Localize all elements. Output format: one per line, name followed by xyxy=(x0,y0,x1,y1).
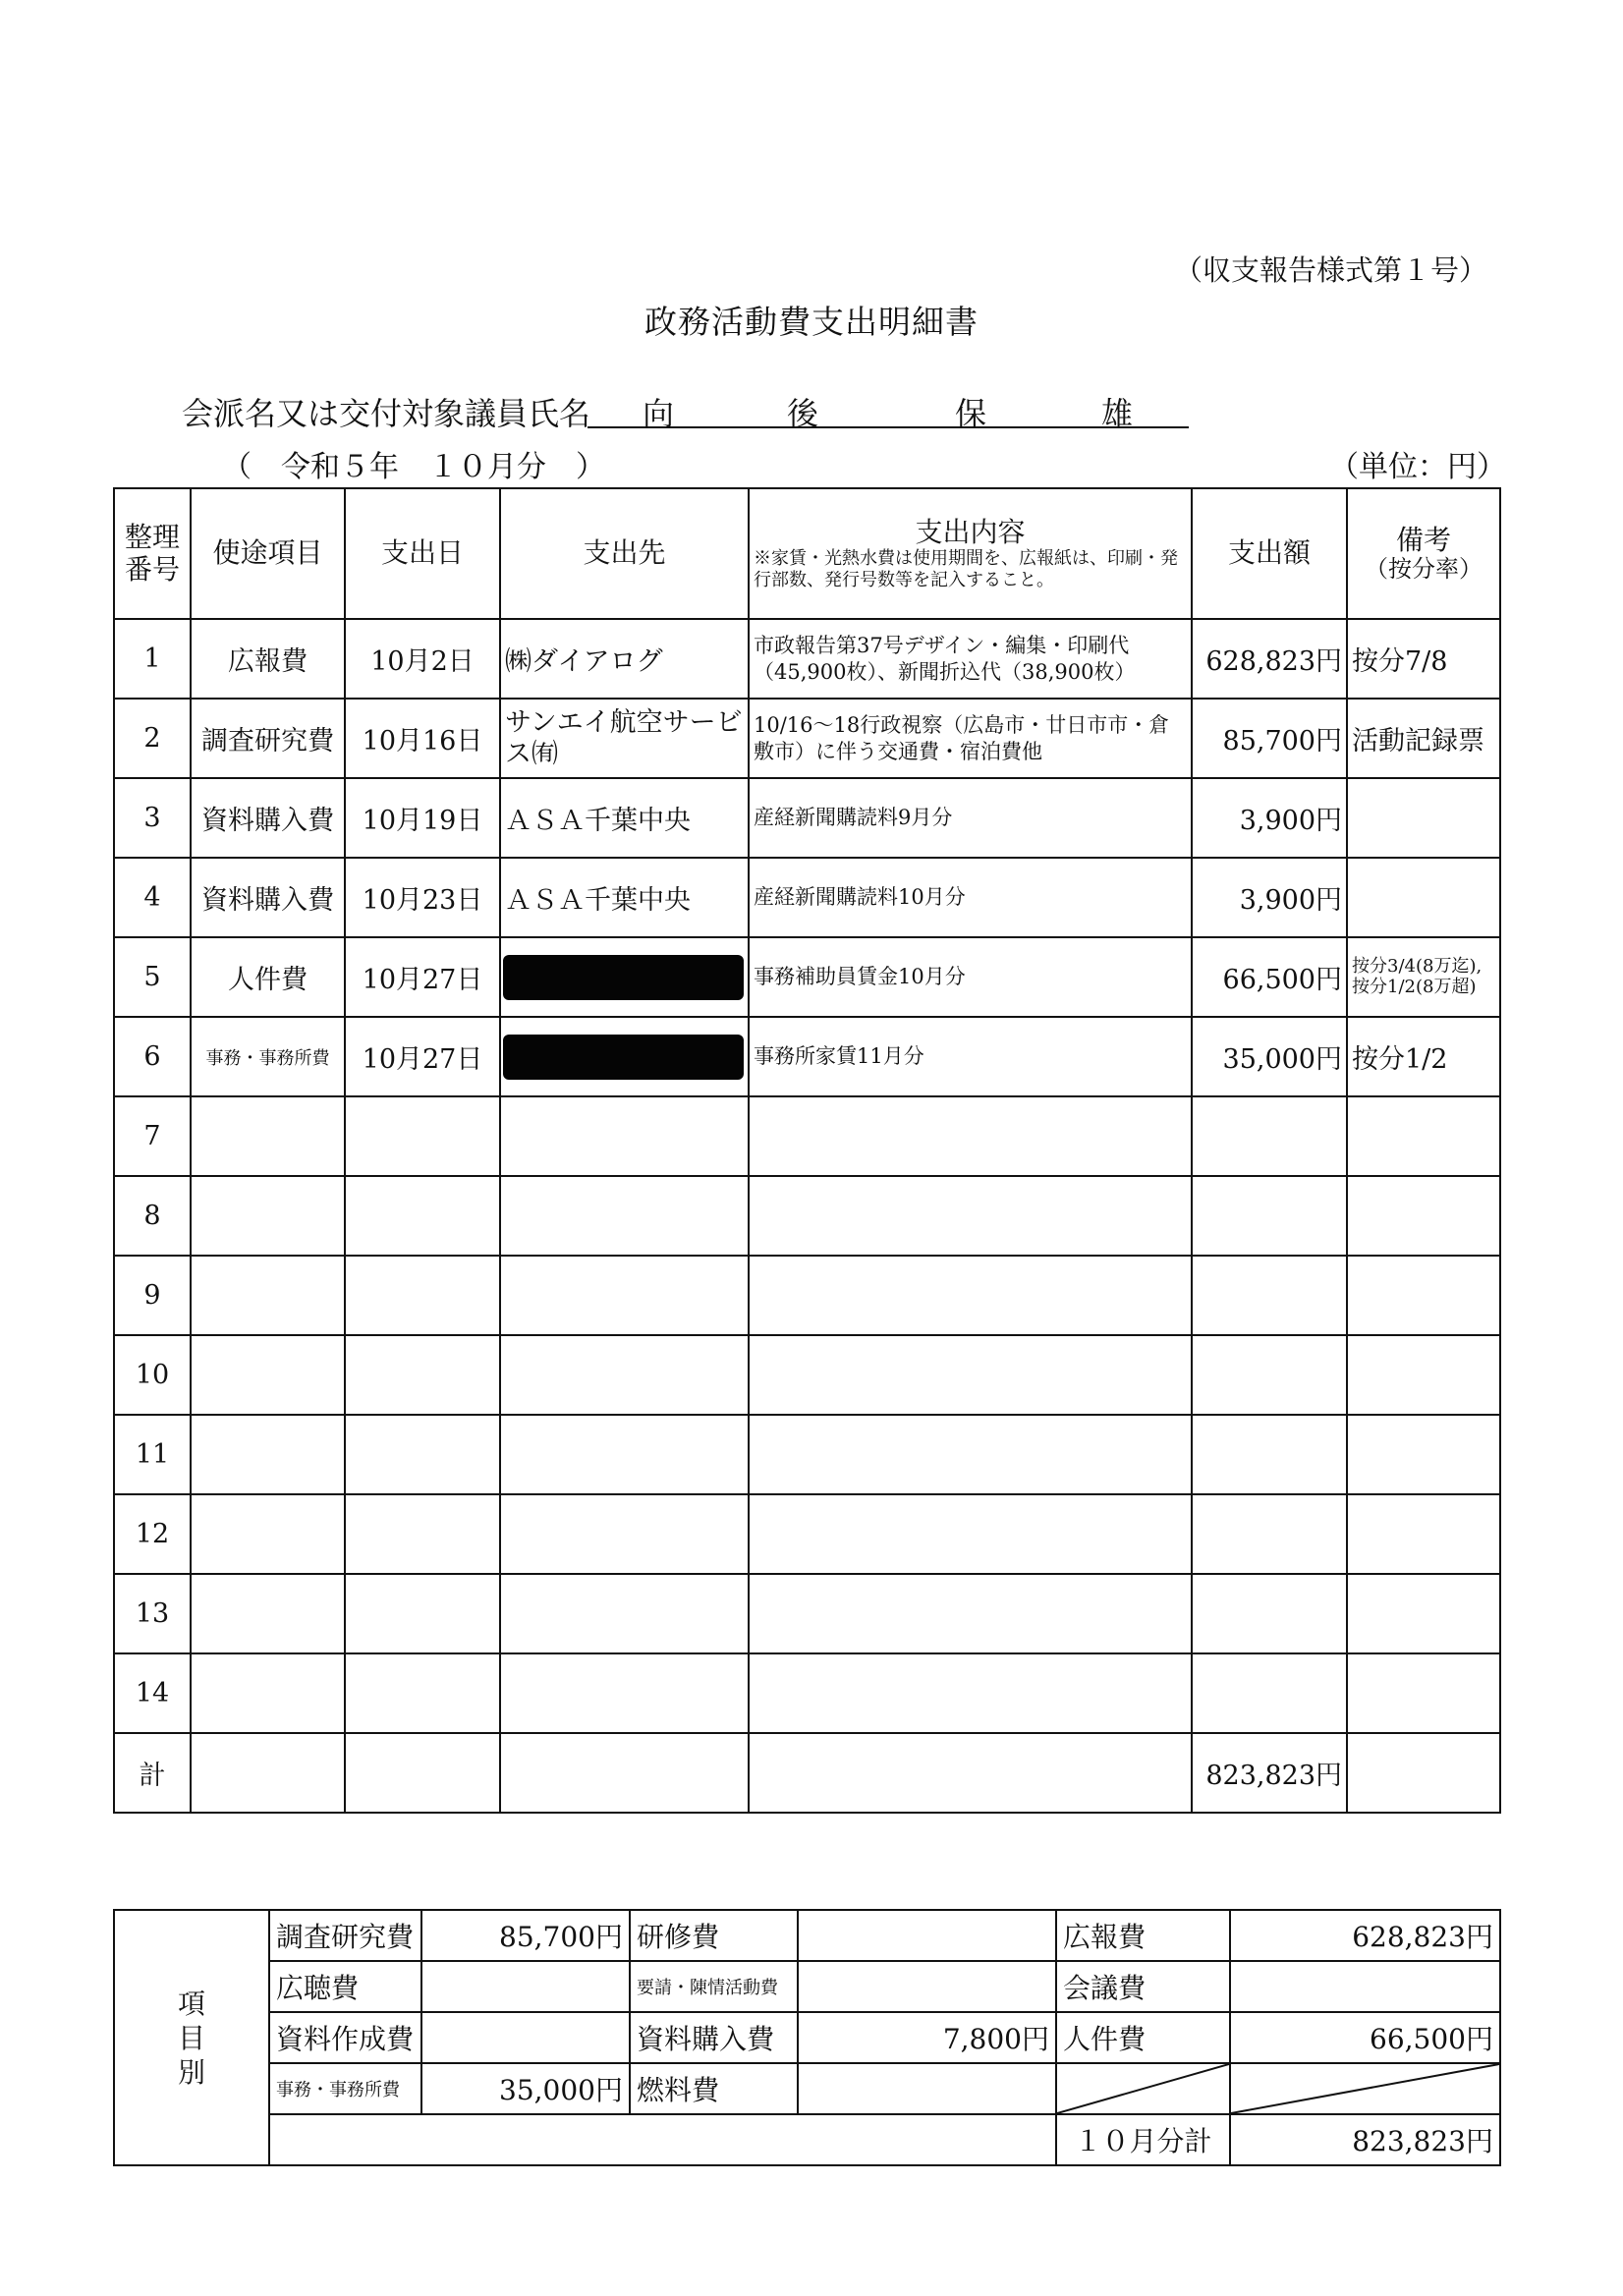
total-item xyxy=(191,1733,345,1813)
row-amount xyxy=(1192,1335,1347,1415)
summary-office-label: 事務・事務所費 xyxy=(269,2063,421,2114)
row-content xyxy=(749,1653,1192,1733)
summary-empty xyxy=(269,2114,1056,2165)
table-row xyxy=(114,699,1500,778)
row-amount: 3,900円 xyxy=(1192,858,1347,937)
summary-training-value xyxy=(798,1910,1056,1961)
summary-docs-make-value xyxy=(421,2012,630,2063)
row-no: 3 xyxy=(114,778,191,858)
document-title: 政務活動費支出明細書 xyxy=(644,303,979,341)
row-date xyxy=(345,1494,500,1574)
table-row xyxy=(114,1653,1500,1733)
table-header-row xyxy=(114,488,1500,619)
summary-row xyxy=(114,2114,1500,2165)
row-item xyxy=(191,1574,345,1653)
table-row xyxy=(114,858,1500,937)
row-no: 9 xyxy=(114,1256,191,1335)
total-remark xyxy=(1347,1733,1500,1813)
row-payee xyxy=(500,1494,749,1574)
summary-petition-label: 要請・陳情活動費 xyxy=(630,1961,798,2012)
expense-table xyxy=(113,487,1501,1814)
row-payee: ㈱ダイアログ xyxy=(500,619,749,699)
summary-side-label xyxy=(114,1910,269,2165)
summary-research-label: 調査研究費 xyxy=(269,1910,421,1961)
row-content xyxy=(749,1256,1192,1335)
header-remark-sub: （按分率） xyxy=(1365,554,1483,583)
row-remark xyxy=(1347,1096,1500,1176)
summary-petition-value xyxy=(798,1961,1056,2012)
row-item: 広報費 xyxy=(191,619,345,699)
row-date xyxy=(345,1176,500,1256)
summary-research-value: 85,700円 xyxy=(421,1910,630,1961)
row-amount: 35,000円 xyxy=(1192,1017,1347,1096)
row-item: 人件費 xyxy=(191,937,345,1017)
row-remark: 按分1/2 xyxy=(1347,1017,1500,1096)
row-date xyxy=(345,1335,500,1415)
row-item xyxy=(191,1176,345,1256)
total-amount: 823,823円 xyxy=(1192,1733,1347,1813)
summary-training-label: 研修費 xyxy=(630,1910,798,1961)
row-date xyxy=(345,1574,500,1653)
summary-hearing-label: 広聴費 xyxy=(269,1961,421,2012)
row-amount xyxy=(1192,1256,1347,1335)
header-content-note: ※家賃・光熱水費は使用期間を、広報紙は、印刷・発行部数、発行号数等を記入すること。 xyxy=(754,548,1178,590)
row-remark xyxy=(1347,1335,1500,1415)
row-no: 10 xyxy=(114,1335,191,1415)
row-content xyxy=(749,1494,1192,1574)
row-remark xyxy=(1347,1176,1500,1256)
row-item: 資料購入費 xyxy=(191,778,345,858)
summary-personnel-value: 66,500円 xyxy=(1230,2012,1500,2063)
table-row xyxy=(114,1335,1500,1415)
row-date xyxy=(345,1256,500,1335)
row-content: 産経新聞購読料9月分 xyxy=(749,778,1192,858)
header-payee: 支出先 xyxy=(500,488,749,619)
row-payee: ＡＳＡ千葉中央 xyxy=(500,778,749,858)
summary-office-value: 35,000円 xyxy=(421,2063,630,2114)
table-row xyxy=(114,1096,1500,1176)
row-payee-redacted xyxy=(500,937,749,1017)
row-item xyxy=(191,1096,345,1176)
summary-blank-diagonal xyxy=(1230,2063,1500,2114)
row-no: 1 xyxy=(114,619,191,699)
row-payee xyxy=(500,1415,749,1494)
row-amount: 3,900円 xyxy=(1192,778,1347,858)
unit-label: （単位：円） xyxy=(1329,450,1506,484)
member-name-char: 保 xyxy=(955,395,987,432)
row-content xyxy=(749,1415,1192,1494)
row-item xyxy=(191,1335,345,1415)
row-remark xyxy=(1347,778,1500,858)
row-item xyxy=(191,1653,345,1733)
header-date: 支出日 xyxy=(345,488,500,619)
row-amount xyxy=(1192,1096,1347,1176)
row-remark xyxy=(1347,1415,1500,1494)
row-no: 11 xyxy=(114,1415,191,1494)
row-no: 5 xyxy=(114,937,191,1017)
row-content xyxy=(749,1176,1192,1256)
row-remark xyxy=(1347,858,1500,937)
row-no: 4 xyxy=(114,858,191,937)
member-name-char: 向 xyxy=(643,395,675,432)
row-remark: 活動記録票 xyxy=(1347,699,1500,778)
row-payee xyxy=(500,1335,749,1415)
row-no: 6 xyxy=(114,1017,191,1096)
summary-meeting-value xyxy=(1230,1961,1500,2012)
table-row xyxy=(114,1574,1500,1653)
row-item xyxy=(191,1256,345,1335)
summary-month-total-value: 823,823円 xyxy=(1230,2114,1500,2165)
header-remark xyxy=(1347,488,1500,619)
summary-pr-label: 広報費 xyxy=(1056,1910,1230,1961)
row-content: 事務所家賃11月分 xyxy=(749,1017,1192,1096)
row-payee xyxy=(500,1653,749,1733)
summary-fuel-label: 燃料費 xyxy=(630,2063,798,2114)
total-date xyxy=(345,1733,500,1813)
row-payee: サンエイ航空サービス㈲ xyxy=(500,699,749,778)
row-amount xyxy=(1192,1176,1347,1256)
row-content xyxy=(749,1096,1192,1176)
summary-fuel-value xyxy=(798,2063,1056,2114)
row-no: 7 xyxy=(114,1096,191,1176)
header-no: 整理番号 xyxy=(114,488,191,619)
row-amount: 66,500円 xyxy=(1192,937,1347,1017)
header-content-title: 支出内容 xyxy=(915,515,1026,548)
summary-docs-buy-value: 7,800円 xyxy=(798,2012,1056,2063)
summary-docs-buy-label: 資料購入費 xyxy=(630,2012,798,2063)
summary-blank-diagonal xyxy=(1056,2063,1230,2114)
row-date: 10月27日 xyxy=(345,1017,500,1096)
row-content: 10/16～18行政視察（広島市・廿日市市・倉敷市）に伴う交通費・宿泊費他 xyxy=(749,699,1192,778)
table-row xyxy=(114,1415,1500,1494)
row-no: 2 xyxy=(114,699,191,778)
diagonal-line-icon xyxy=(1057,2064,1229,2113)
row-content: 事務補助員賃金10月分 xyxy=(749,937,1192,1017)
member-label: 会派名又は交付対象議員氏名 xyxy=(182,395,591,432)
row-date: 10月19日 xyxy=(345,778,500,858)
row-date: 10月16日 xyxy=(345,699,500,778)
summary-side-label-text: 項目別 xyxy=(178,1987,206,2089)
row-payee-redacted xyxy=(500,1017,749,1096)
row-date xyxy=(345,1415,500,1494)
redaction-bar xyxy=(503,955,744,1000)
summary-month-total-label: １０月分計 xyxy=(1056,2114,1230,2165)
header-remark-title: 備考 xyxy=(1395,523,1451,556)
table-row xyxy=(114,1494,1500,1574)
row-content: 市政報告第37号デザイン・編集・印刷代（45,900枚）、新聞折込代（38,900枚） xyxy=(749,619,1192,699)
row-remark xyxy=(1347,1256,1500,1335)
row-payee xyxy=(500,1096,749,1176)
summary-hearing-value xyxy=(421,1961,630,2012)
table-row xyxy=(114,1176,1500,1256)
table-row xyxy=(114,1256,1500,1335)
summary-row xyxy=(114,2012,1500,2063)
row-no: 8 xyxy=(114,1176,191,1256)
row-remark xyxy=(1347,1653,1500,1733)
table-row xyxy=(114,937,1500,1017)
row-no: 13 xyxy=(114,1574,191,1653)
row-content: 産経新聞購読料10月分 xyxy=(749,858,1192,937)
summary-table xyxy=(113,1909,1501,2166)
row-payee: ＡＳＡ千葉中央 xyxy=(500,858,749,937)
summary-row xyxy=(114,2063,1500,2114)
member-name-char: 雄 xyxy=(1101,395,1134,432)
row-item: 資料購入費 xyxy=(191,858,345,937)
row-remark: 按分3/4(8万迄),按分1/2(8万超) xyxy=(1347,937,1500,1017)
row-item xyxy=(191,1494,345,1574)
header-item: 使途項目 xyxy=(191,488,345,619)
row-amount xyxy=(1192,1494,1347,1574)
row-payee xyxy=(500,1256,749,1335)
total-row xyxy=(114,1733,1500,1813)
row-amount: 85,700円 xyxy=(1192,699,1347,778)
table-row xyxy=(114,619,1500,699)
row-amount xyxy=(1192,1574,1347,1653)
summary-pr-value: 628,823円 xyxy=(1230,1910,1500,1961)
row-amount xyxy=(1192,1415,1347,1494)
row-no: 14 xyxy=(114,1653,191,1733)
row-no: 12 xyxy=(114,1494,191,1574)
header-amount: 支出額 xyxy=(1192,488,1347,619)
summary-personnel-label: 人件費 xyxy=(1056,2012,1230,2063)
row-date: 10月27日 xyxy=(345,937,500,1017)
diagonal-line-icon xyxy=(1231,2064,1499,2113)
row-payee xyxy=(500,1574,749,1653)
row-remark xyxy=(1347,1494,1500,1574)
total-payee xyxy=(500,1733,749,1813)
table-row xyxy=(114,1017,1500,1096)
row-content xyxy=(749,1335,1192,1415)
header-content xyxy=(749,488,1192,619)
row-remark xyxy=(1347,1574,1500,1653)
row-item: 事務・事務所費 xyxy=(191,1017,345,1096)
total-content xyxy=(749,1733,1192,1813)
row-content xyxy=(749,1574,1192,1653)
row-date xyxy=(345,1096,500,1176)
period: （ 令和５年 １０月分 ） xyxy=(222,450,605,484)
row-item: 調査研究費 xyxy=(191,699,345,778)
row-remark: 按分7/8 xyxy=(1347,619,1500,699)
total-label: 計 xyxy=(114,1733,191,1813)
summary-row xyxy=(114,1910,1500,1961)
row-date: 10月23日 xyxy=(345,858,500,937)
row-amount xyxy=(1192,1653,1347,1733)
member-name-char: 後 xyxy=(787,395,819,432)
summary-row xyxy=(114,1961,1500,2012)
form-code: （収支報告様式第１号） xyxy=(1174,253,1488,287)
row-date xyxy=(345,1653,500,1733)
redaction-bar xyxy=(503,1035,744,1080)
member-name xyxy=(588,389,1189,432)
row-item xyxy=(191,1415,345,1494)
summary-meeting-label: 会議費 xyxy=(1056,1961,1230,2012)
row-date: 10月2日 xyxy=(345,619,500,699)
table-row xyxy=(114,778,1500,858)
summary-docs-make-label: 資料作成費 xyxy=(269,2012,421,2063)
row-amount: 628,823円 xyxy=(1192,619,1347,699)
row-payee xyxy=(500,1176,749,1256)
